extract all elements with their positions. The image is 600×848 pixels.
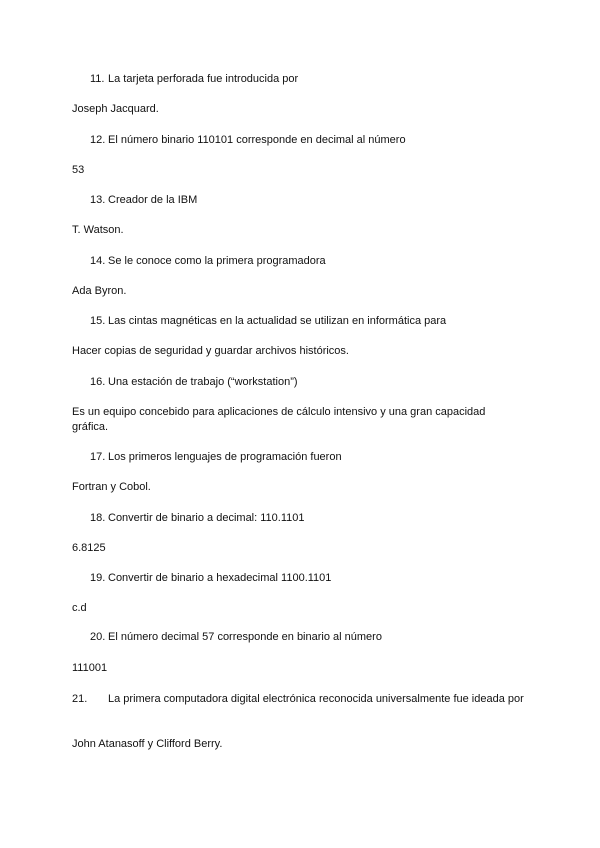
question-text: Se le conoce como la primera programadora <box>108 255 326 267</box>
question-text: Convertir de binario a hexadecimal 1100.1101 <box>108 572 332 584</box>
question-number: 19. <box>90 572 106 584</box>
answer-17: Fortran y Cobol. <box>72 481 151 493</box>
answer-14: Ada Byron. <box>72 285 127 297</box>
question-text: Una estación de trabajo (“workstation”) <box>108 376 298 388</box>
question-12 <box>90 133 406 148</box>
question-16 <box>90 375 298 390</box>
answer-16: Es un equipo concebido para aplicaciones de cálculo intensivo y una gran capacidad gráfica. <box>72 406 486 433</box>
question-text: Convertir de binario a decimal: 110.1101 <box>108 512 305 524</box>
question-text: Las cintas magnéticas en la actualidad se utilizan en informática para <box>108 315 447 327</box>
question-19 <box>90 571 331 586</box>
question-text: Creador de la IBM <box>108 194 198 206</box>
answer-18: 6.8125 <box>72 542 106 554</box>
question-number: 16. <box>90 376 106 388</box>
question-20 <box>90 630 382 645</box>
question-number: 14. <box>90 255 106 267</box>
question-11 <box>90 72 298 87</box>
answer-12: 53 <box>72 164 85 176</box>
question-text: La primera computadora digital electrónica reconocida universalmente fue ideada por <box>108 693 524 705</box>
question-15 <box>90 314 446 329</box>
question-text: Los primeros lenguajes de programación fueron <box>108 451 342 463</box>
question-number: 15. <box>90 315 106 327</box>
answer-21: John Atanasoff y Clifford Berry. <box>72 738 223 750</box>
question-number: 13. <box>90 194 106 206</box>
question-text: El número binario 110101 corresponde en decimal al número <box>108 134 406 146</box>
question-number: 17. <box>90 451 106 463</box>
question-14 <box>90 254 326 269</box>
question-17 <box>90 450 342 465</box>
question-number: 18. <box>90 512 106 524</box>
answer-20: 111001 <box>72 662 108 674</box>
question-13 <box>90 193 197 208</box>
question-number: 20. <box>90 631 106 643</box>
answer-15: Hacer copias de seguridad y guardar archivos históricos. <box>72 345 349 357</box>
answer-13: T. Watson. <box>72 224 124 236</box>
question-21 <box>72 692 538 707</box>
answer-11: Joseph Jacquard. <box>72 103 159 115</box>
question-text: La tarjeta perforada fue introducida por <box>108 73 299 85</box>
question-18 <box>90 511 305 526</box>
question-number: 21. <box>72 693 88 705</box>
question-number: 11. <box>90 73 105 85</box>
answer-19: c.d <box>72 602 87 614</box>
question-text: El número decimal 57 corresponde en binario al número <box>108 631 382 643</box>
question-number: 12. <box>90 134 106 146</box>
